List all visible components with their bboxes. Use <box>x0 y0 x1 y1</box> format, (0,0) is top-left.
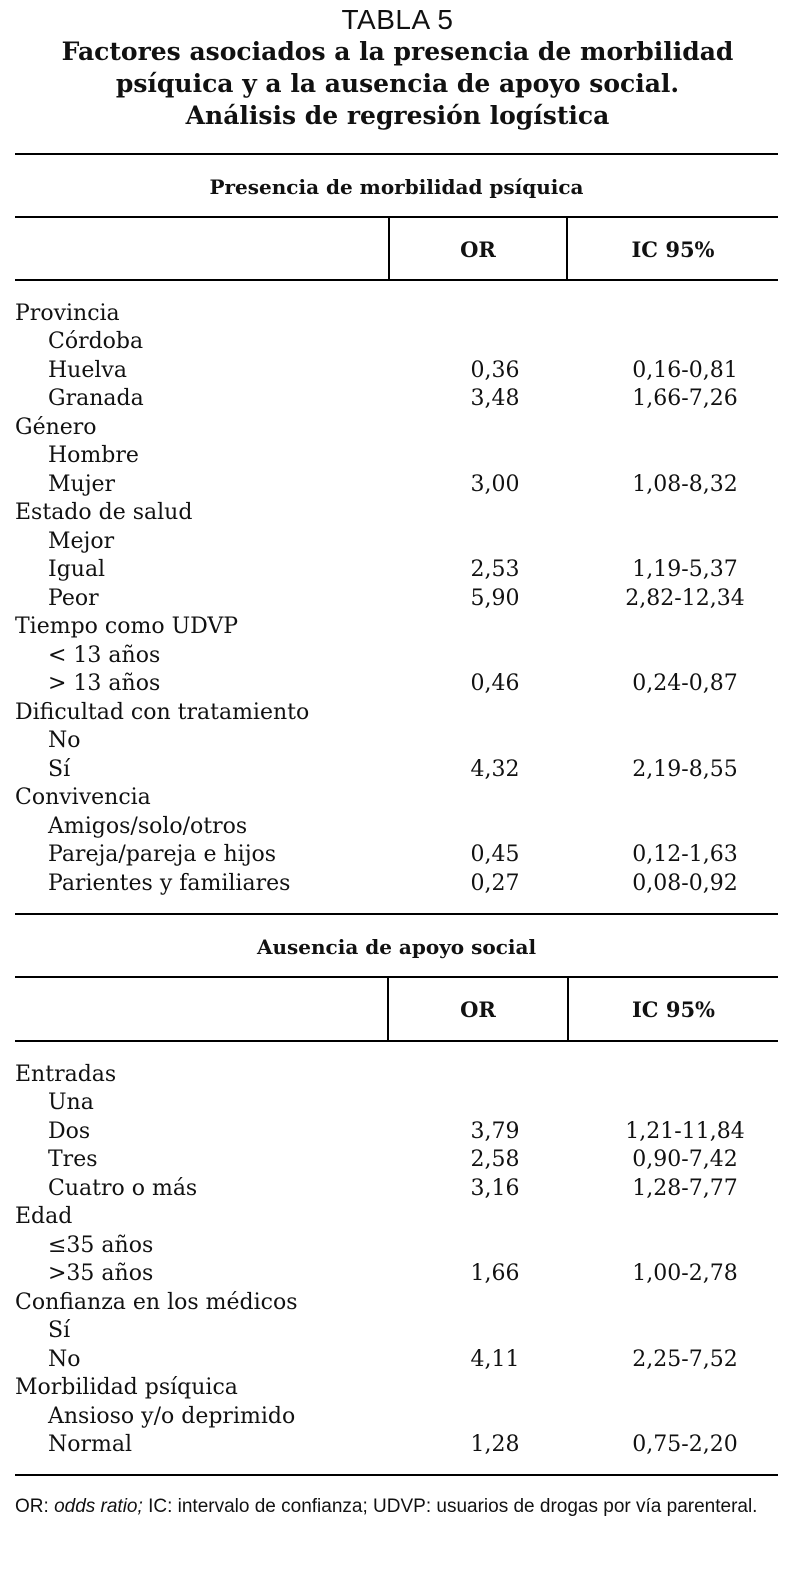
row-label: Hombre <box>48 443 139 468</box>
row-label: Igual <box>48 557 106 582</box>
table-group-row <box>15 784 778 813</box>
table-row <box>15 1346 778 1375</box>
row-label: Dificultad con tratamiento <box>15 699 310 725</box>
row-label: < 13 años <box>48 642 161 668</box>
confidence-interval-value: 0,24-0,87 <box>632 671 738 696</box>
row-label: Parientes y familiares <box>48 870 291 896</box>
row-label: Pareja/pareja e hijos <box>48 842 277 867</box>
table-row <box>15 1260 778 1289</box>
odds-ratio-value: 0,27 <box>470 870 520 896</box>
header-rule-bottom <box>15 1040 778 1042</box>
section-end-rule <box>15 913 778 915</box>
table-row <box>15 1431 778 1460</box>
table-group-row <box>15 1289 778 1318</box>
odds-ratio-value: 5,90 <box>470 585 520 611</box>
table-row <box>15 670 778 699</box>
row-label: Granada <box>48 386 144 411</box>
header-rule-bottom <box>15 279 778 281</box>
table-group-row <box>15 300 778 329</box>
row-label: Córdoba <box>48 329 144 354</box>
odds-ratio-value: 0,36 <box>470 357 520 383</box>
table-caption <box>0 4 795 132</box>
header-rule-top <box>15 216 778 218</box>
row-label: Normal <box>48 1432 133 1457</box>
table-row <box>15 357 778 386</box>
table-row <box>15 1403 778 1432</box>
odds-ratio-value: 0,45 <box>470 842 520 867</box>
table-group-row <box>15 1061 778 1090</box>
confidence-interval-value: 0,12-1,63 <box>632 842 738 867</box>
row-label: Dos <box>48 1118 91 1144</box>
odds-ratio-value: 1,66 <box>470 1261 520 1286</box>
table-row <box>15 1175 778 1204</box>
row-label: No <box>48 728 81 753</box>
table-title-line-2: psíquica y a la ausencia de apoyo social. <box>115 69 680 98</box>
row-label: Edad <box>15 1204 73 1229</box>
table-group-row <box>15 699 778 728</box>
confidence-interval-value: 1,19-5,37 <box>632 557 738 582</box>
table-row <box>15 813 778 842</box>
table-row <box>15 585 778 614</box>
row-label: Mujer <box>48 471 116 497</box>
row-label: Huelva <box>48 357 127 383</box>
confidence-interval-value: 1,21-11,84 <box>625 1118 745 1144</box>
table-row <box>15 471 778 500</box>
table-row <box>15 328 778 357</box>
section-title-apoyo-social: Ausencia de apoyo social <box>256 935 537 959</box>
confidence-interval-value: 0,90-7,42 <box>632 1147 738 1172</box>
column-header-or: OR <box>460 997 496 1022</box>
table-row <box>15 756 778 785</box>
odds-ratio-value: 3,16 <box>470 1175 520 1201</box>
table-row <box>15 528 778 557</box>
row-label: Morbilidad psíquica <box>15 1375 238 1400</box>
row-label: Tiempo como UDVP <box>15 614 239 639</box>
footnote-or-label: OR: <box>15 1496 55 1517</box>
confidence-interval-value: 2,19-8,55 <box>632 756 738 782</box>
row-label: Provincia <box>15 300 120 326</box>
row-label: Peor <box>48 585 99 611</box>
confidence-interval-value: 1,28-7,77 <box>632 1175 738 1201</box>
table-row <box>15 442 778 471</box>
row-label: Mejor <box>48 528 115 554</box>
table-title-line-1: Factores asociados a la presencia de morbilidad <box>61 37 734 66</box>
row-label: Convivencia <box>15 785 151 810</box>
table-row <box>15 870 778 899</box>
table-number: TABLA 5 <box>341 4 454 35</box>
odds-ratio-value: 1,28 <box>470 1432 520 1457</box>
column-header-or: OR <box>460 237 496 262</box>
odds-ratio-value: 0,46 <box>470 671 520 696</box>
odds-ratio-value: 2,53 <box>470 557 520 582</box>
row-label: Tres <box>48 1147 98 1172</box>
table-row <box>15 1089 778 1118</box>
confidence-interval-value: 0,16-0,81 <box>632 357 738 383</box>
table-row <box>15 727 778 756</box>
table-row <box>15 642 778 671</box>
odds-ratio-value: 4,11 <box>470 1346 520 1372</box>
confidence-interval-value: 2,25-7,52 <box>632 1346 738 1372</box>
footnote-odds-ratio: odds ratio; <box>54 1496 143 1517</box>
row-label: Sí <box>48 1318 71 1343</box>
table-row <box>15 841 778 870</box>
table-row <box>15 556 778 585</box>
table-row <box>15 1118 778 1147</box>
column-header-ic: IC 95% <box>631 997 716 1022</box>
table-group-row <box>15 1203 778 1232</box>
top-rule <box>15 153 778 155</box>
table-title-line-3: Análisis de regresión logística <box>185 101 610 130</box>
footnote-definitions: IC: intervalo de confianza; UDVP: usuarios de drogas por vía parenteral. <box>142 1496 758 1517</box>
odds-ratio-value: 2,58 <box>470 1147 520 1172</box>
odds-ratio-value: 3,48 <box>470 386 520 411</box>
table-footnote <box>15 1494 780 1520</box>
row-label: Confianza en los médicos <box>15 1289 298 1315</box>
table-row <box>15 1232 778 1261</box>
bottom-rule <box>15 1474 778 1476</box>
table-row <box>15 1317 778 1346</box>
confidence-interval-value: 1,08-8,32 <box>632 471 738 497</box>
table-row <box>15 385 778 414</box>
row-label: Estado de salud <box>15 500 193 525</box>
row-label: > 13 años <box>48 671 161 696</box>
confidence-interval-value: 1,00-2,78 <box>632 1261 738 1286</box>
row-label: Sí <box>48 756 71 782</box>
odds-ratio-value: 4,32 <box>470 756 520 782</box>
table-group-row <box>15 613 778 642</box>
row-label: Género <box>15 414 97 440</box>
table-row <box>15 1146 778 1175</box>
table-group-row <box>15 1374 778 1403</box>
row-label: Una <box>48 1090 94 1115</box>
table-group-row <box>15 499 778 528</box>
row-label: Amigos/solo/otros <box>48 813 248 839</box>
odds-ratio-value: 3,00 <box>470 471 520 497</box>
section-title-morbilidad: Presencia de morbilidad psíquica <box>209 175 584 199</box>
row-label: Entradas <box>15 1061 117 1087</box>
row-label: ≤35 años <box>48 1232 154 1258</box>
confidence-interval-value: 2,82-12,34 <box>625 585 745 611</box>
header-rule-top <box>15 976 778 978</box>
confidence-interval-value: 1,66-7,26 <box>632 386 738 411</box>
row-label: No <box>48 1346 81 1372</box>
row-label: Cuatro o más <box>48 1175 198 1201</box>
confidence-interval-value: 0,08-0,92 <box>632 870 738 896</box>
table-group-row <box>15 414 778 443</box>
confidence-interval-value: 0,75-2,20 <box>632 1432 738 1457</box>
row-label: >35 años <box>48 1261 154 1286</box>
odds-ratio-value: 3,79 <box>470 1118 520 1144</box>
row-label: Ansioso y/o deprimido <box>48 1403 296 1429</box>
column-header-ic: IC 95% <box>631 237 715 262</box>
